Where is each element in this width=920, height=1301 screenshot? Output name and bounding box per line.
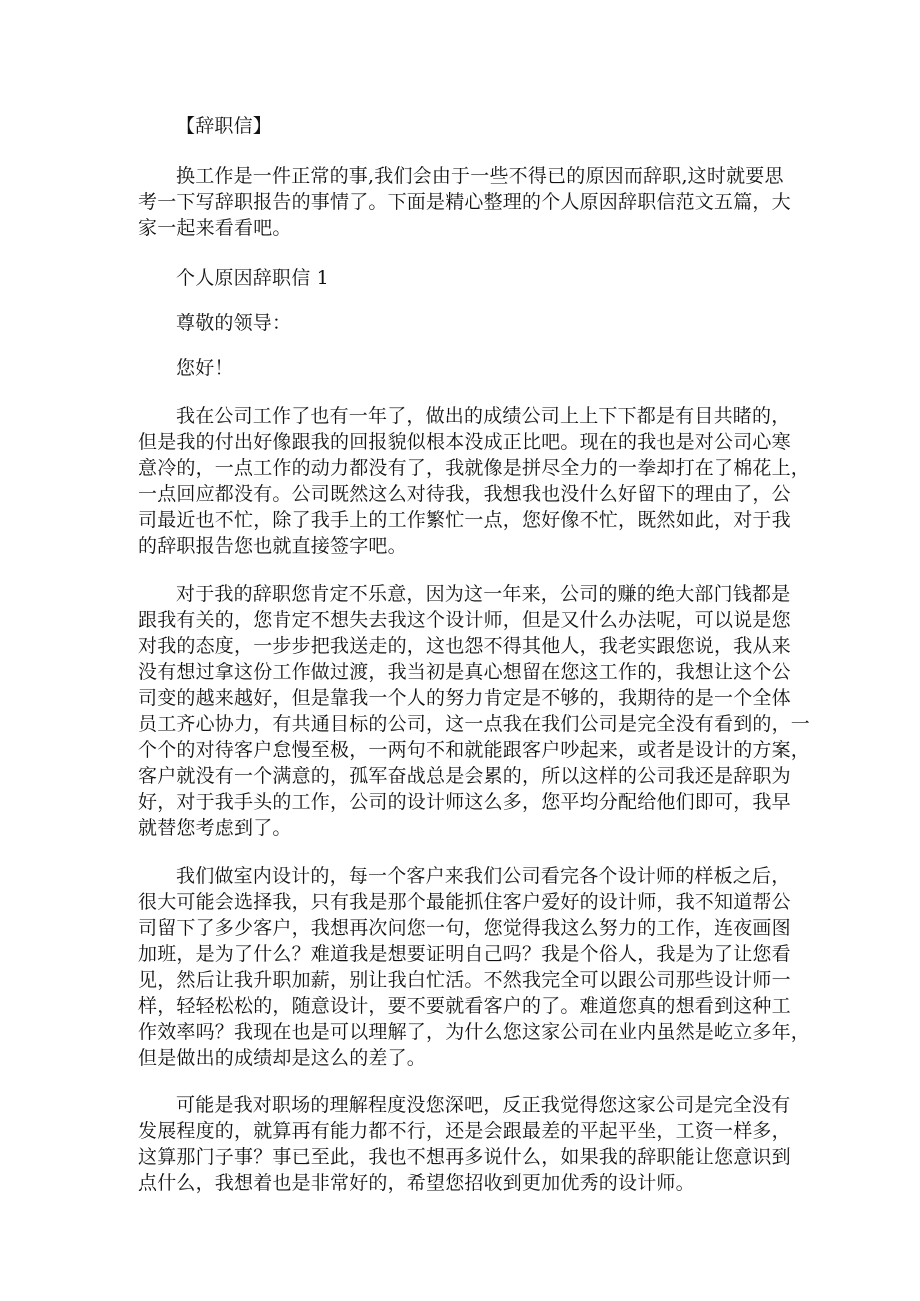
paragraph-line: 一点回应都没有。公司既然这么对待我，我想我也没什么好留下的理由了，公: [138, 483, 791, 505]
paragraph-line: 可能是我对职场的理解程度没您深吧，反正我觉得您这家公司是完全没有: [176, 1094, 791, 1116]
paragraph-line: 见，然后让我升职加薪，别让我白忙活。不然我完全可以跟公司那些设计师一: [138, 969, 791, 991]
paragraph-line: 就替您考虑到了。: [138, 817, 292, 839]
paragraph-line: 的辞职报告您也就直接签字吧。: [138, 535, 407, 557]
paragraph-line: 但是我的付出好像跟我的回报貌似根本没成正比吧。现在的我也是对公司心寒: [138, 431, 791, 453]
paragraph-line: 对于我的辞职您肯定不乐意，因为这一年来，公司的赚的绝大部门钱都是: [176, 583, 791, 605]
paragraph-line: 跟我有关的，您肯定不想失去我这个设计师，但是又什么办法呢，可以说是您: [138, 609, 791, 631]
paragraph-line: 司留下了多少客户，我想再次问您一句，您觉得我这么努力的工作，连夜画图: [138, 917, 791, 939]
document-title: 【辞职信】: [176, 115, 273, 137]
paragraph-line: 客户就没有一个满意的，孤军奋战总是会累的，所以这样的公司我还是辞职为: [138, 765, 791, 787]
intro-line: 换工作是一件正常的事,我们会由于一些不得已的原因而辞职,这时就要思: [176, 165, 784, 187]
letter-heading: 个人原因辞职信 1: [176, 267, 329, 289]
paragraph-line: 司最近也不忙，除了我手上的工作繁忙一点，您好像不忙，既然如此，对于我: [138, 509, 791, 531]
paragraph-line: 加班，是为了什么？难道我是想要证明自己吗？我是个俗人，我是为了让您看: [138, 943, 791, 965]
paragraph-line: 发展程度的，就算再有能力都不行，还是会跟最差的平起平坐，工资一样多，: [138, 1120, 791, 1142]
intro-line: 家一起来看看吧。: [138, 217, 292, 239]
paragraph-line: 对我的态度，一步步把我送走的，这也怨不得其他人，我老实跟您说，我从来: [138, 635, 791, 657]
intro-line: 考一下写辞职报告的事情了。下面是精心整理的个人原因辞职信范文五篇，大: [138, 191, 791, 213]
paragraph-line: 样，轻轻松松的，随意设计，要不要就看客户的了。难道您真的想看到这种工: [138, 995, 791, 1017]
paragraph-line: 我在公司工作了也有一年了，做出的成绩公司上上下下都是有目共睹的，: [176, 405, 791, 427]
greeting: 您好！: [176, 357, 234, 379]
paragraph-line: 这算那门子事？事已至此，我也不想再多说什么，如果我的辞职能让您意识到: [138, 1146, 791, 1168]
paragraph-line: 个个的对待客户怠慢至极，一两句不和就能跟客户吵起来，或者是设计的方案，: [138, 739, 811, 761]
paragraph-line: 但是做出的成绩却是这么的差了。: [138, 1047, 427, 1069]
paragraph-line: 司变的越来越好，但是靠我一个人的努力肯定是不够的，我期待的是一个全体: [138, 687, 791, 709]
paragraph-line: 好，对于我手头的工作，公司的设计师这么多，您平均分配给他们即可，我早: [138, 791, 791, 813]
paragraph-line: 没有想过拿这份工作做过渡，我当初是真心想留在您这工作的，我想让这个公: [138, 661, 791, 683]
paragraph-line: 员工齐心协力，有共通目标的公司，这一点我在我们公司是完全没有看到的，一: [138, 713, 811, 735]
paragraph-line: 意冷的，一点工作的动力都没有了，我就像是拼尽全力的一拳却打在了棉花上，: [138, 457, 811, 479]
paragraph-line: 点什么，我想着也是非常好的，希望您招收到更加优秀的设计师。: [138, 1172, 695, 1194]
salutation: 尊敬的领导：: [176, 312, 292, 334]
paragraph-line: 很大可能会选择我，只有我是那个最能抓住客户爱好的设计师，我不知道帮公: [138, 891, 791, 913]
paragraph-line: 作效率吗？我现在也是可以理解了，为什么您这家公司在业内虽然是屹立多年，: [138, 1021, 811, 1043]
paragraph-line: 我们做室内设计的，每一个客户来我们公司看完各个设计师的样板之后，: [176, 865, 791, 887]
